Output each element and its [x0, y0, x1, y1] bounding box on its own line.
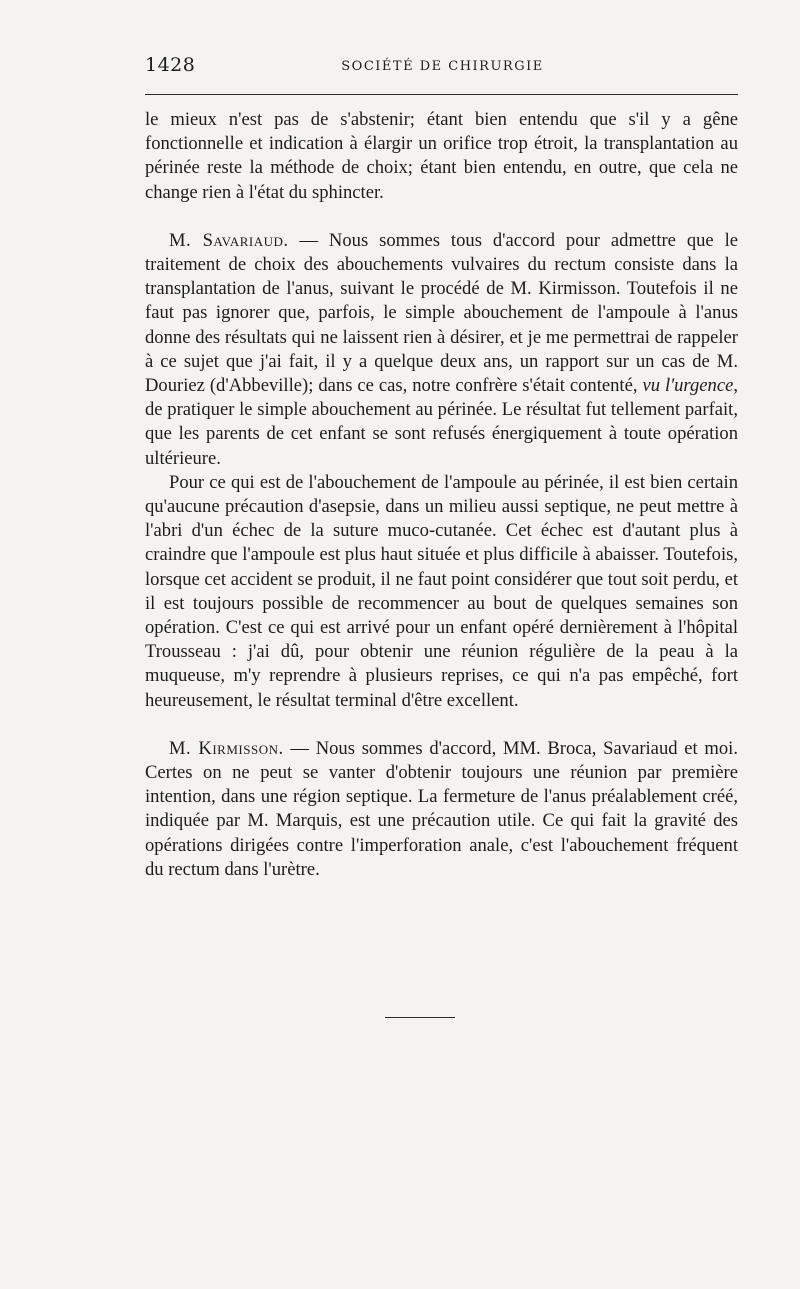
page-number: 1428 [145, 54, 196, 76]
paragraph-kirmisson [145, 737, 738, 882]
paragraph-abouchement: Pour ce qui est de l'abouchement de l'ampoule au périnée, il est bien certain qu'aucune précaution d'asepsie, dans un milieu aussi septique, ne peut mettre à l'abri d'un échec de la suture muco-cutanée. Cet échec est d'autant plus à craindre que l'ampoule est plus haut située et plus difficile à abaisser. Toutefois, lorsque cet accident se produit, il ne faut point considérer que tout soit perdu, et il est toujours possible de recommencer au bout de quelques semaines son opération. C'est ce qui est arrivé pour un enfant opéré dernièrement à l'hôpital Trousseau : j'ai dû, pour obtenir une réunion régulière de la peau à la muqueuse, m'y reprendre à plusieurs reprises, ce qui n'a pas empêché, fort heureusement, le résultat terminal d'être excellent. [145, 471, 738, 711]
page-header [145, 54, 740, 84]
header-rule [145, 94, 738, 95]
end-rule [385, 1017, 455, 1018]
speaker-name: M. Savariaud. [169, 229, 289, 251]
speaker-name: M. Kirmisson. [169, 737, 284, 759]
paragraph-text: — Nous sommes tous d'accord pour admettre que le traitement de choix des abouchements vulvaires du rectum consiste dans la transplantation de l'anus, suivant le procédé de M. Kirmisson. Toutefois il ne faut pas ignorer que, parfois, le simple abouchement de l'ampoule à l'anus donne des résultats qui ne laissent rien à désirer, et je me permettrai de rappeler à ce sujet que j'ai fait, il y a quelque deux ans, un rapport sur un cas de M. Douriez (d'Abbeville); dans ce cas, notre confrère s'était contenté, [145, 229, 738, 397]
body-text [145, 108, 738, 882]
paragraph-savariaud [145, 229, 738, 471]
paragraph-continuation: le mieux n'est pas de s'abstenir; étant bien entendu que s'il y a gêne fonctionnelle et indication à élargir un orifice trop étroit, la transplantation au périnée reste la méthode de choix; étant bien entendu, en outre, que cela ne change rien à l'état du sphincter. [145, 109, 738, 203]
paragraph-text: — Nous sommes d'accord, MM. Broca, Savariaud et moi. Certes on ne peut se vanter d'obtenir toujours une réunion par première intention, dans une région septique. La fermeture de l'anus préalablement créé, indiquée par M. Marquis, est une précaution utile. Ce qui fait la gravité des opérations dirigées contre l'imperforation anale, c'est l'abouchement fréquent du rectum dans l'urètre. [145, 737, 738, 880]
paragraph-text-after: , de pratiquer le simple abouchement au périnée. Le résultat fut tellement parfait, que les parents de cet enfant se sont refusés énergiquement à toute opération ultérieure. [145, 375, 738, 469]
running-head: SOCIÉTÉ DE CHIRURGIE [341, 59, 544, 74]
italic-phrase: vu l'urgence [642, 375, 734, 397]
